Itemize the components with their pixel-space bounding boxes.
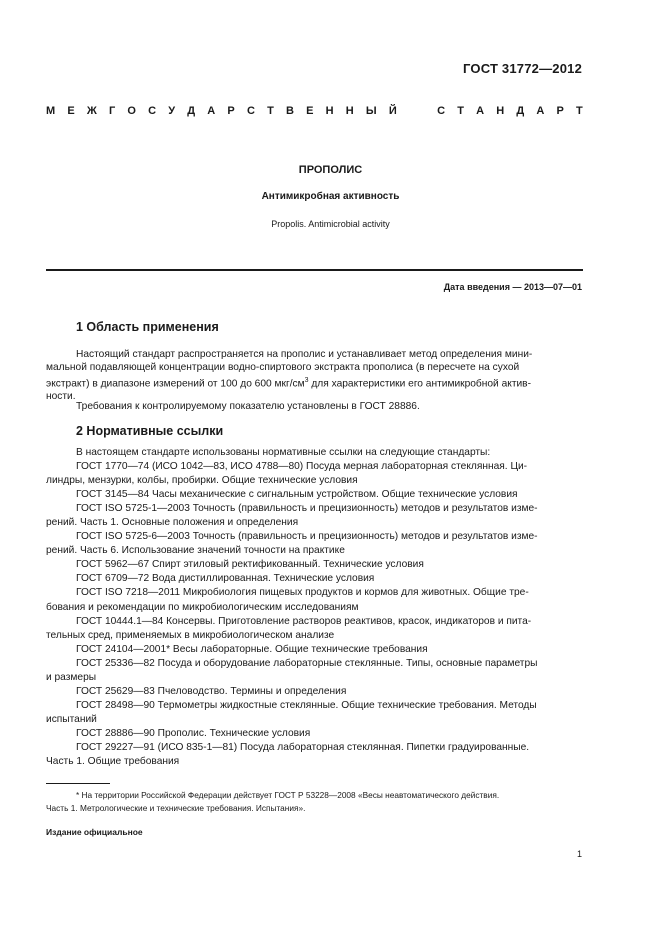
reference-line: ГОСТ 5962—67 Спирт этиловый ректификованный. Технические условия	[76, 559, 424, 571]
heading-letter: В	[285, 105, 294, 117]
heading-letter: Д	[516, 105, 525, 117]
heading-letter: Р	[556, 105, 564, 117]
document-subtitle: Антимикробная активность	[261, 191, 400, 202]
normative-references-list	[46, 446, 583, 769]
reference-line: и размеры	[46, 671, 97, 683]
reference-line: рений. Часть 6. Использование значений точности на практике	[46, 545, 345, 557]
reference-line: ГОСТ 1770—74 (ИСО 1042—83, ИСО 4788—80) Посуда мерная лабораторная стеклянная. Ци-	[76, 461, 528, 473]
page-number: 1	[576, 849, 582, 859]
heading-letter: Р	[227, 105, 235, 117]
reference-line: тельных сред, применяемых в микробиологическом анализе	[46, 629, 335, 641]
heading-letter: А	[536, 105, 545, 117]
heading-letter: О	[127, 105, 136, 117]
heading-letter: М	[46, 105, 56, 117]
reference-line: Часть 1. Общие требования	[46, 756, 180, 768]
reference-line: ГОСТ 24104—2001* Весы лабораторные. Общие технические требования	[76, 643, 428, 655]
reference-line: ГОСТ ISO 5725-6—2003 Точность (правильность и прецизионность) методов и результатов изме-	[76, 531, 538, 543]
gost-number: ГОСТ 31772—2012	[463, 61, 582, 76]
section-1-heading: 1 Область применения	[76, 320, 219, 334]
heading-letter: Д	[187, 105, 196, 117]
heading-letter	[409, 105, 425, 117]
reference-line: ГОСТ 6709—72 Вода дистиллированная. Технические условия	[76, 573, 375, 585]
interstate-standard-heading	[46, 105, 583, 117]
section-1-paragraph-2: Требования к контролируемому показателю установлены в ГОСТ 28886.	[76, 401, 420, 412]
heading-letter: Т	[576, 105, 583, 117]
footnote-divider	[46, 783, 110, 784]
heading-letter: А	[476, 105, 485, 117]
reference-line: линдры, мензурки, колбы, пробирки. Общие технические условия	[46, 475, 358, 487]
reference-line: ГОСТ 25629—83 Пчеловодство. Термины и определения	[76, 685, 347, 697]
heading-letter: С	[437, 105, 446, 117]
heading-letter: Е	[67, 105, 75, 117]
reference-line: ГОСТ 29227—91 (ИСО 835-1—81) Посуда лабораторная стеклянная. Пипетки градуированные.	[76, 741, 530, 753]
document-title: ПРОПОЛИС	[298, 164, 363, 176]
reference-line: ГОСТ 25336—82 Посуда и оборудование лабораторные стеклянные. Типы, основные параметры	[76, 657, 538, 669]
heading-letter: Г	[108, 105, 116, 117]
reference-line: ГОСТ 3145—84 Часы механические с сигнальным устройством. Общие технические условия	[76, 489, 518, 501]
reference-line: бования и рекомендации по микробиологическим исследованиям	[46, 601, 359, 613]
reference-line: ГОСТ 28498—90 Термометры жидкостные стеклянные. Общие технические требования. Методы	[76, 699, 537, 711]
title-divider	[46, 269, 583, 271]
reference-line: ГОСТ 28886—90 Прополис. Технические условия	[76, 727, 311, 739]
reference-line: испытаний	[46, 713, 97, 725]
reference-line: ГОСТ ISO 7218—2011 Микробиология пищевых продуктов и кормов для животных. Общие тре-	[76, 587, 529, 599]
english-title: Propolis. Antimicrobial activity	[271, 219, 390, 229]
heading-letter: С	[148, 105, 157, 117]
heading-letter: Ы	[365, 105, 377, 117]
heading-letter: Й	[388, 105, 397, 117]
heading-letter: Е	[306, 105, 314, 117]
reference-line: ГОСТ ISO 5725-1—2003 Точность (правильность и прецизионность) методов и результатов изме-	[76, 503, 538, 515]
heading-letter: А	[207, 105, 216, 117]
heading-letter: Ж	[86, 105, 97, 117]
heading-letter: Н	[325, 105, 334, 117]
section-1-paragraph-1: Настоящий стандарт распространяется на прополис и устанавливает метод определения мини- мальной подавляющей концентрации водно-спиртового экстракта прополиса (в пересчете на сухой экстракт) в диапазоне измерений от 100 до 600 мкг/$см^3$ для характеристики его антимикробной актив- ности.	[46, 349, 533, 403]
official-edition-label: Издание официальное	[46, 827, 143, 837]
section-2-heading: 2 Нормативные ссылки	[76, 424, 224, 438]
heading-letter: Т	[457, 105, 464, 117]
heading-letter: Т	[267, 105, 274, 117]
reference-line: В настоящем стандарте использованы нормативные ссылки на следующие стандарты:	[76, 447, 491, 458]
heading-letter: Н	[345, 105, 354, 117]
reference-line: ГОСТ 10444.1—84 Консервы. Приготовление растворов реактивов, красок, индикаторов и пита-	[76, 615, 532, 627]
heading-letter: Н	[496, 105, 505, 117]
reference-line: рений. Часть 1. Основные положения и определения	[46, 517, 299, 529]
heading-letter: У	[168, 105, 176, 117]
introduction-date: Дата введения — 2013—07—01	[443, 282, 582, 292]
footnote: * На территории Российской Федерации действует ГОСТ Р 53228—2008 «Весы неавтоматического действия. Часть 1. Метрологические и технические требования. Испытания».	[46, 790, 500, 813]
heading-letter: С	[246, 105, 255, 117]
